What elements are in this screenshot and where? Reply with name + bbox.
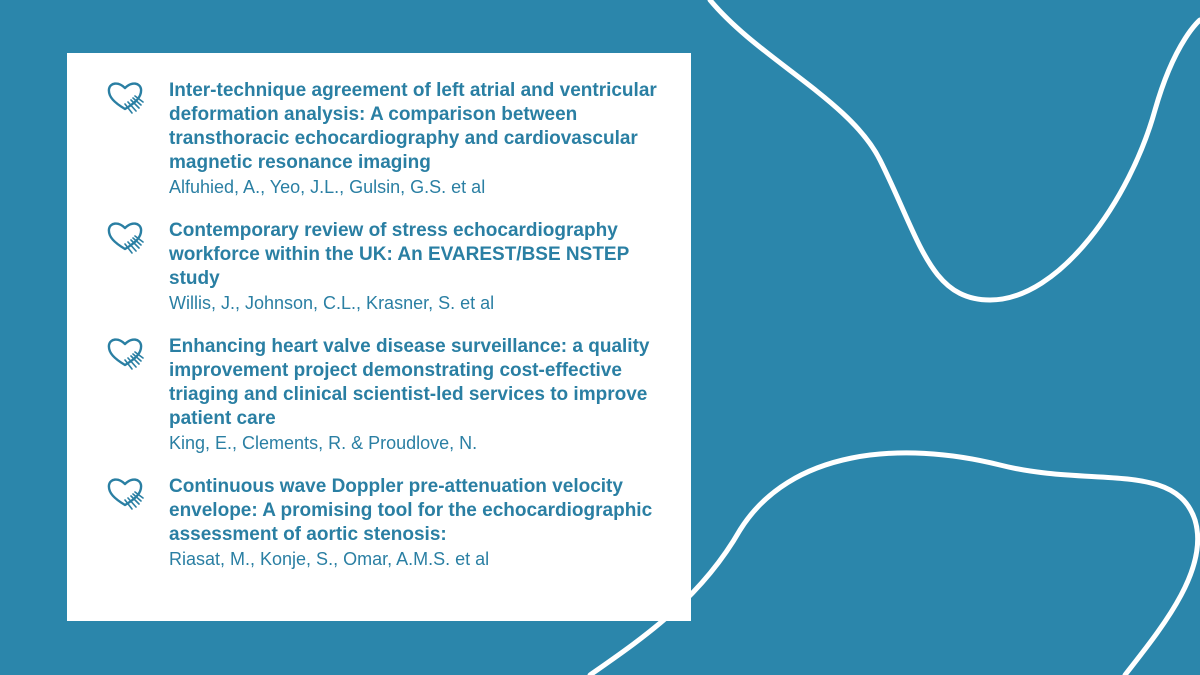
- publication-title: Inter-technique agreement of left atrial and ventricular deformation analysis: A comparison between transthoracic echocardiography and cardiovascular magnetic resonance imaging: [169, 80, 657, 173]
- publication-title: Continuous wave Doppler pre-attenuation velocity envelope: A promising tool for the echocardiographic assessment of aortic stenosis:: [169, 476, 653, 545]
- heart-echo-icon: [105, 79, 145, 119]
- publication-authors: Willis, J., Johnson, C.L., Krasner, S. et al: [169, 293, 495, 313]
- publication-authors: Riasat, M., Konje, S., Omar, A.M.S. et al: [169, 549, 490, 569]
- upper-curve: [710, 0, 1200, 300]
- publication-authors: King, E., Clements, R. & Proudlove, N.: [169, 433, 478, 453]
- heart-echo-icon: [105, 219, 145, 259]
- publication-title: Enhancing heart valve disease surveillance: a quality improvement project demonstrating cost-effective triaging and clinical scientist-led services to improve patient care: [169, 336, 650, 429]
- publication-title: Contemporary review of stress echocardiography workforce within the UK: An EVAREST/BSE NSTEP study: [169, 220, 629, 289]
- heart-echo-icon: [105, 475, 145, 515]
- heart-echo-icon: [105, 335, 145, 375]
- publication-authors: Alfuhied, A., Yeo, J.L., Gulsin, G.S. et al: [169, 177, 486, 197]
- publications-card: [67, 53, 691, 621]
